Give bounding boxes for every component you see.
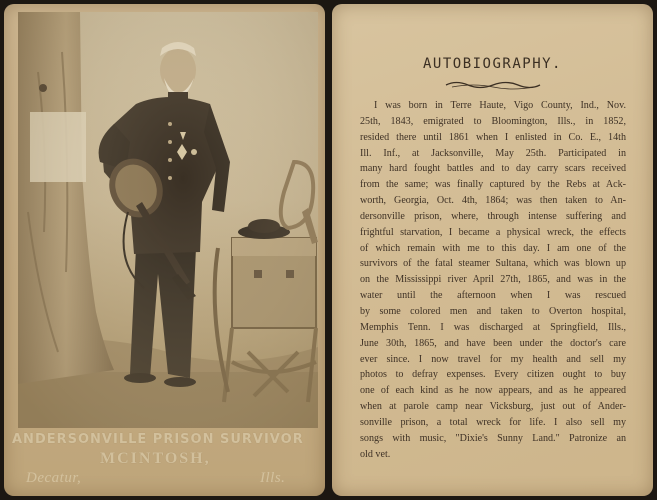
- body-text-line: June 30th, 1865, and have been under the doctor's care: [360, 337, 626, 349]
- flourish-divider-icon: [444, 80, 542, 90]
- body-text-line: on the Mississippi river April 27th, 1865, and was in the: [360, 274, 626, 286]
- body-text-line: songs with music, "Dixie's Sunny Land." Patronize an: [360, 432, 626, 444]
- body-text-line: of which remain with me to this day. I am one of the: [360, 242, 626, 254]
- body-text-line: I was born in Terre Haute, Vigo County, Ind., Nov.: [374, 100, 626, 111]
- caption-city: Decatur,: [26, 470, 82, 486]
- body-text-line: Memphis Tenn. I was discharged at Springfield, Ills.,: [360, 321, 626, 333]
- body-text-line: 25th, 1843, emigrated to Bloomington, Ills., in 1852,: [360, 115, 626, 127]
- caption-prison-survivor: ANDERSONVILLE PRISON SURVIVOR: [12, 432, 304, 447]
- body-text-line: ever since. I now travel for my health and sell my: [360, 353, 626, 365]
- body-text-line: one of each kind as he now appears, and as he appeared: [360, 385, 626, 397]
- body-text-line: when at parole camp near Vicksburg, just out of Ander-: [360, 401, 626, 413]
- body-text-line: old vet.: [360, 448, 391, 460]
- caption-state: Ills.: [260, 470, 286, 486]
- body-text-line: dersonville prison, where, through intense suffering and: [360, 210, 626, 222]
- autobiography-title: AUTOBIOGRAPHY.: [422, 56, 562, 72]
- body-text-line: frightful starvation, I became a physical wreck, the effects: [360, 226, 626, 238]
- body-text-line: Ill. Inf., at Jacksonville, May 25th. Participated in: [360, 147, 626, 159]
- autobiography-body: [360, 98, 626, 462]
- body-text-line: by some colored men and taken to Overton hospital,: [360, 305, 626, 317]
- body-text-line: photos to defray expenses. Every citizen ought to buy: [360, 369, 626, 381]
- body-text-line: worth, Georgia, Oct. 4th, 1864; was then taken to An-: [360, 195, 626, 207]
- caption-name: MCINTOSH,: [100, 450, 211, 467]
- body-text-line: many hard fought battles and to day carry scars received: [360, 163, 626, 175]
- autobiography-card: [332, 4, 653, 496]
- photo-card: [4, 4, 325, 496]
- body-text-line: sonville prison, a total wreck for life. I also sell my: [360, 416, 626, 428]
- body-text-line: resided there until 1861 when I enlisted in Co. E., 14th: [360, 131, 626, 143]
- body-text-line: from the same; was finally captured by the Rebs at Ack-: [360, 179, 626, 191]
- body-text-line: water until the afternoon when I was rescued: [360, 290, 626, 302]
- veteran-portrait-image: [18, 12, 318, 428]
- body-text-line: survivors of the fatal steamer Sultana, which was blown up: [360, 258, 626, 270]
- portrait-photo: [18, 12, 318, 428]
